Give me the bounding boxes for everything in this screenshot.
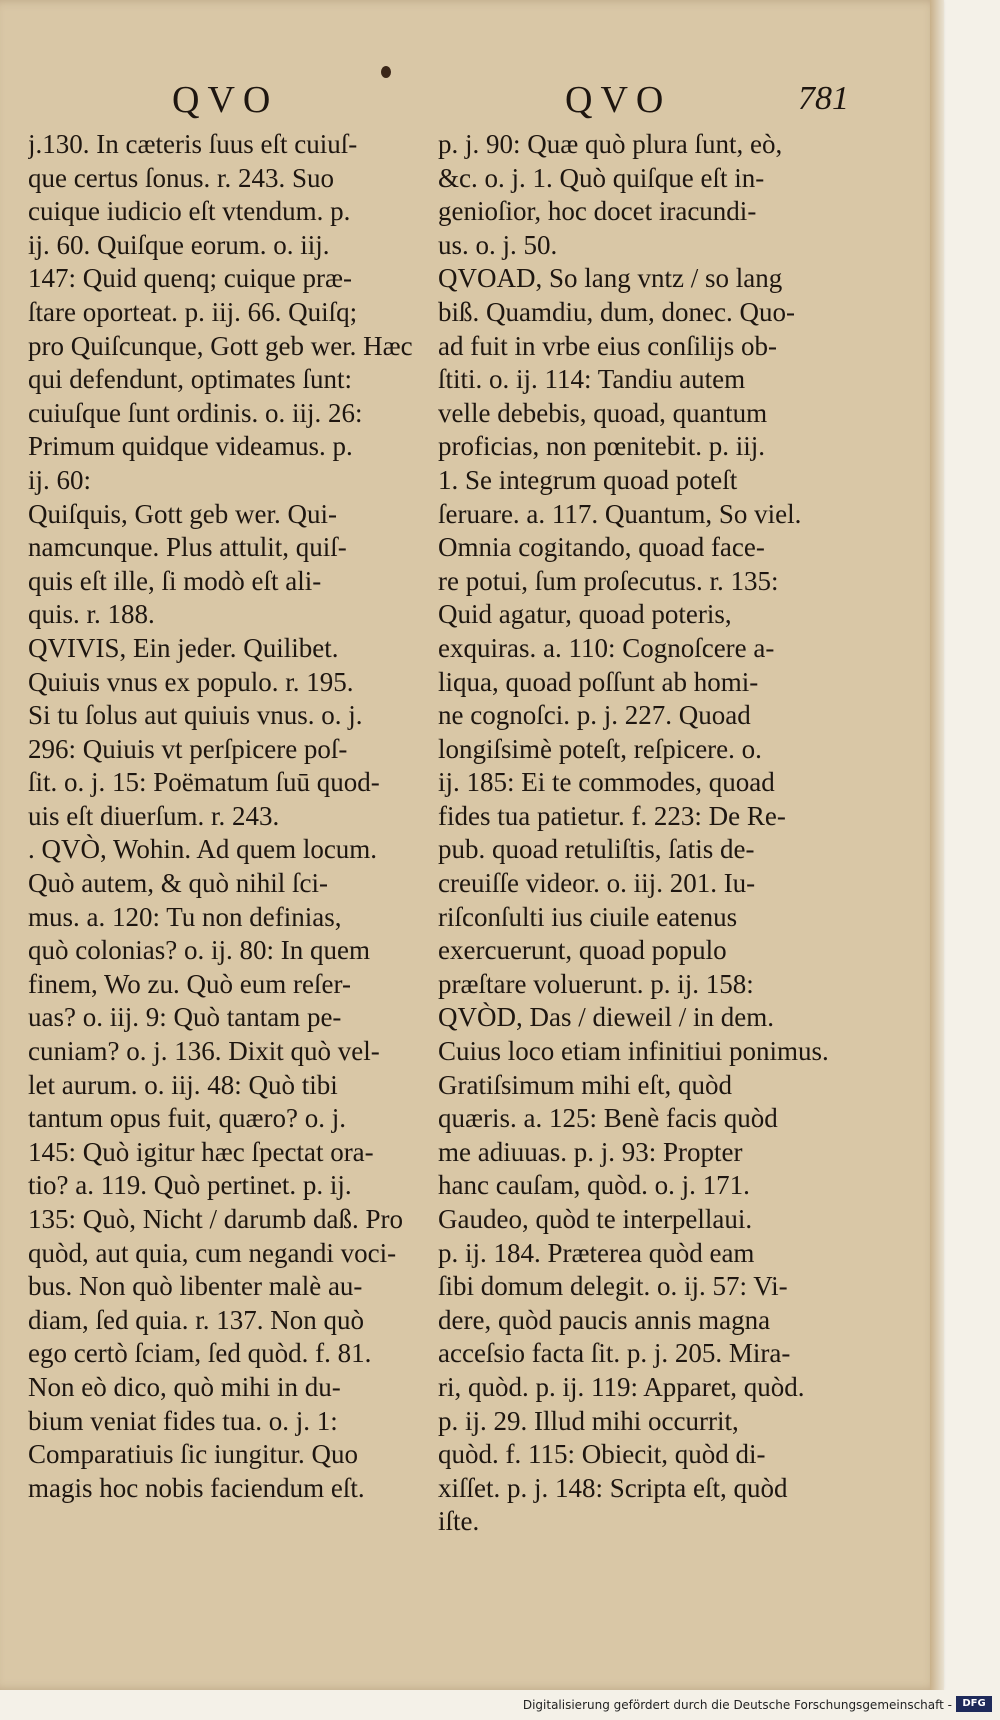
text-line: Gratiſsimum mihi eſt, quòd [438, 1069, 732, 1100]
text-line: acceſsio facta ſit. p. j. 205. Mira- [438, 1338, 791, 1369]
text-line: exquiras. a. 110: Cognoſcere a- [438, 632, 775, 663]
text-line: biß. Quamdiu, dum, donec. Quo- [438, 296, 795, 327]
text-line: ſibi domum delegit. o. ij. 57: Vi- [438, 1271, 788, 1302]
text-line: cuiuſque ſunt ordinis. o. iij. 26: [28, 397, 363, 428]
text-line: Quid agatur, quoad poteris, [438, 599, 732, 630]
text-line: quò colonias? o. ij. 80: In quem [28, 935, 370, 966]
text-line: Comparatiuis ſic iungitur. Quo [28, 1439, 358, 1470]
right-text-column [438, 128, 850, 1539]
text-line: quòd, aut quia, cum negandi voci- [28, 1237, 397, 1268]
page-edge [930, 0, 944, 1690]
text-line: proficias, non pœnitebit. p. iij. [438, 431, 765, 462]
text-line: ne cognoſci. p. j. 227. Quoad [438, 700, 751, 731]
text-line: p. ij. 184. Præterea quòd eam [438, 1237, 755, 1268]
text-line: diam, ſed quia. r. 137. Non quò [28, 1304, 364, 1335]
text-line: . QVÒ, Wohin. Ad quem locum. [28, 834, 378, 865]
text-line: magis hoc nobis faciendum eſt. [28, 1472, 365, 1503]
text-line: ſit. o. j. 15: Poëmatum ſuū quod- [28, 767, 380, 798]
text-line: qui defendunt, optimates ſunt: [28, 364, 352, 395]
left-text-column [28, 128, 428, 1505]
text-line: tio? a. 119. Quò pertinet. p. ij. [28, 1170, 352, 1201]
text-line: xiſſet. p. j. 148: Scripta eſt, quòd [438, 1472, 788, 1503]
text-line: mus. a. 120: Tu non definias, [28, 901, 342, 932]
text-line: longiſsimè poteſt, reſpicere. o. [438, 733, 762, 764]
text-line: velle debebis, quoad, quantum [438, 397, 768, 428]
text-line: 1. Se integrum quoad poteſt [438, 464, 738, 495]
text-line: uis eſt diuerſum. r. 243. [28, 800, 280, 831]
text-line: ij. 185: Ei te commodes, quoad [438, 767, 775, 798]
text-line: QVOAD, So lang vntz / so lang [438, 263, 783, 294]
text-line: cuique iudicio eſt vtendum. p. [28, 196, 351, 227]
text-line: Cuius loco etiam infinitiui ponimus. [438, 1036, 829, 1067]
text-line: pro Quiſcunque, Gott geb wer. Hæc [28, 330, 413, 361]
dfg-logo: DFG [956, 1696, 992, 1712]
text-line: quis eſt ille, ſi modò eſt ali- [28, 565, 322, 596]
text-line: re potui, ſum proſecutus. r. 135: [438, 565, 779, 596]
text-line: Quiuis vnus ex populo. r. 195. [28, 666, 354, 697]
text-line: 135: Quò, Nicht / darumb daß. Pro [28, 1204, 403, 1234]
text-line: pub. quoad retuliſtis, ſatis de- [438, 834, 755, 865]
ink-blot [381, 66, 391, 78]
text-line: bus. Non quò libenter malè au- [28, 1271, 363, 1302]
text-line: fides tua patietur. f. 223: De Re- [438, 800, 786, 831]
text-line: Si tu ſolus aut quiuis vnus. o. j. [28, 700, 363, 731]
text-line: quòd. f. 115: Obiecit, quòd di- [438, 1439, 766, 1470]
text-line: cuniam? o. j. 136. Dixit quò vel- [28, 1036, 380, 1067]
text-line: Quò autem, & quò nihil ſci- [28, 868, 328, 899]
text-line: hanc cauſam, quòd. o. j. 171. [438, 1170, 750, 1201]
footer-bar [0, 1690, 1000, 1720]
text-line: 147: Quid quenq; cuique præ- [28, 263, 352, 294]
text-line: genioſior, hoc docet iracundi- [438, 196, 757, 227]
text-line: p. j. 90: Quæ quò plura ſunt, eò, [438, 129, 783, 159]
text-line: 145: Quò igitur hæc ſpectat ora- [28, 1136, 374, 1167]
page-number: 781 [798, 80, 849, 117]
digitization-credit: Digitalisierung gefördert durch die Deutsche Forschungsgemeinschaft - [522, 1698, 952, 1712]
text-line: ſeruare. a. 117. Quantum, So viel. [438, 498, 802, 529]
text-line: let aurum. o. iij. 48: Quò tibi [28, 1069, 338, 1100]
text-line: ſtare oporteat. p. iij. 66. Quiſq; [28, 296, 358, 327]
text-line: me adiuuas. p. j. 93: Propter [438, 1136, 743, 1167]
text-line: QVIVIS, Ein jeder. Quilibet. [28, 632, 339, 663]
text-line: ſtiti. o. ij. 114: Tandiu autem [438, 364, 746, 395]
text-line: &c. o. j. 1. Quò quiſque eſt in- [438, 162, 765, 193]
text-line: bium veniat fides tua. o. j. 1: [28, 1405, 338, 1436]
text-line: quæris. a. 125: Benè facis quòd [438, 1103, 778, 1134]
text-line: ij. 60. Quiſque eorum. o. iij. [28, 229, 330, 260]
text-line: tantum opus fuit, quæro? o. j. [28, 1103, 346, 1134]
text-line: finem, Wo zu. Quò eum reſer- [28, 968, 351, 999]
text-line: quis. r. 188. [28, 599, 155, 630]
text-line: riſconſulti ius ciuile eatenus [438, 901, 738, 932]
text-line: Quiſquis, Gott geb wer. Qui- [28, 498, 337, 529]
text-line: Non eò dico, quò mihi in du- [28, 1371, 341, 1402]
text-line: namcunque. Plus attulit, quiſ- [28, 532, 347, 563]
text-line: ad fuit in vrbe eius conſilijs ob- [438, 330, 777, 361]
text-line: liqua, quoad poſſunt ab homi- [438, 666, 759, 697]
running-head-right: QVO [565, 79, 672, 121]
text-line: j.130. In cæteris ſuus eſt cuiuſ- [28, 129, 358, 159]
text-line: Omnia cogitando, quoad face- [438, 532, 765, 563]
text-line: p. ij. 29. Illud mihi occurrit, [438, 1405, 739, 1436]
text-line: que certus ſonus. r. 243. Suo [28, 162, 334, 193]
running-head-left: QVO [172, 79, 279, 121]
text-line: 296: Quiuis vt perſpicere poſ- [28, 733, 348, 764]
text-line: dere, quòd paucis annis magna [438, 1304, 771, 1335]
text-line: ri, quòd. p. ij. 119: Apparet, quòd. [438, 1371, 805, 1402]
text-line: us. o. j. 50. [438, 229, 558, 260]
text-line: præſtare voluerunt. p. ij. 158: [438, 968, 754, 999]
text-line: iſte. [438, 1506, 480, 1537]
text-line: exercuerunt, quoad populo [438, 935, 727, 966]
text-line: uas? o. iij. 9: Quò tantam pe- [28, 1002, 342, 1033]
text-line: Primum quidque videamus. p. [28, 431, 353, 462]
text-line: QVÒD, Das / dieweil / in dem. [438, 1002, 774, 1033]
text-line: creuiſſe videor. o. iij. 201. Iu- [438, 868, 756, 899]
text-line: ego certò ſciam, ſed quòd. f. 81. [28, 1338, 372, 1369]
page-header [0, 78, 930, 128]
text-line: ij. 60: [28, 464, 92, 495]
text-line: Gaudeo, quòd te interpellaui. [438, 1204, 753, 1234]
